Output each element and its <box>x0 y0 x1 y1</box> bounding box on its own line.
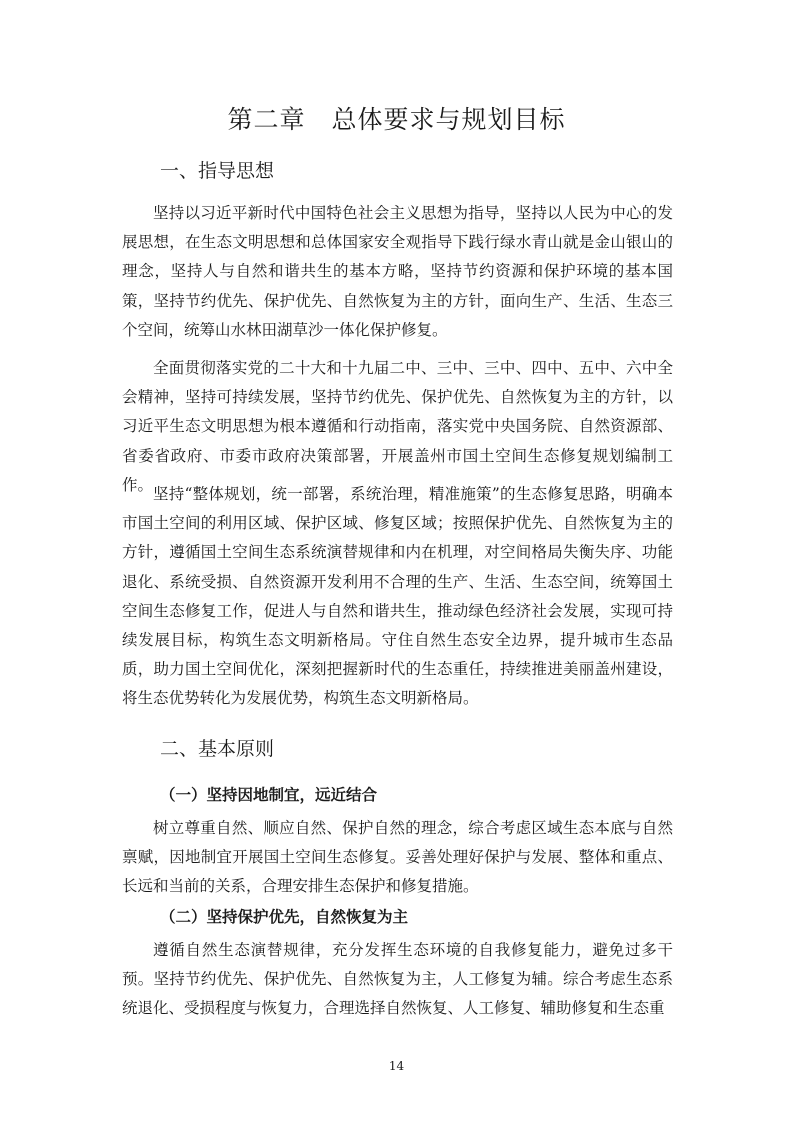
section-heading-basic-principles: 二、基本原则 <box>160 738 275 760</box>
paragraph: 全面贯彻落实党的二十大和十九届二中、三中、三中、四中、五中、六中全会精神，坚持可持续发展，坚持节约优先、保护优先、自然恢复为主的方针，以习近平生态文明思想为根本遵循和行动指南，落实党中央国务院、自然资源部、省委省政府、市委市政府决策部署，开展盖州市国土空间生态修复规划编制工作。 <box>122 359 673 494</box>
paragraph: 坚持以习近平新时代中国特色社会主义思想为指导，坚持以人民为中心的发展思想，在生态文明思想和总体国家安全观指导下践行绿水青山就是金山银山的理念，坚持人与自然和谐共生的基本方略，坚持节约资源和保护环境的基本国策，坚持节约优先、保护优先、自然恢复为主的方针，面向生产、生活、生态三个空间，统筹山水林田湖草沙一体化保护修复。 <box>122 204 673 339</box>
paragraph: 坚持“整体规划，统一部署，系统治理，精准施策”的生态修复思路，明确本市国土空间的利用区域、保护区域、修复区域；按照保护优先、自然恢复为主的方针，遵循国土空间生态系统演替规律和内在机理，对空间格局失衡失序、功能退化、系统受损、自然资源开发利用不合理的生产、生活、生态空间，统筹国土空间生态修复工作，促进人与自然和谐共生，推动绿色经济社会发展，实现可持续发展目标，构筑生态文明新格局。守住自然生态安全边界，提升城市生态品质，助力国土空间优化，深刻把握新时代的生态重任，持续推进美丽盖州建设，将生态优势转化为发展优势，构筑生态文明新格局。 <box>122 485 673 708</box>
paragraph: 树立尊重自然、顺应自然、保护自然的理念，综合考虑区域生态本底与自然禀赋，因地制宜开展国土空间生态修复。妥善处理好保护与发展、整体和重点、长远和当前的关系，合理安排生态保护和修复措施。 <box>122 819 673 896</box>
paragraph: 遵循自然生态演替规律，充分发挥生态环境的自我修复能力，避免过多干预。坚持节约优先、保护优先、自然恢复为主，人工修复为辅。综合考虑生态系统退化、受损程度与恢复力，合理选择自然恢复、人工修复、辅助修复和生态重 <box>122 941 673 1018</box>
chapter-title: 第二章 总体要求与规划目标 <box>227 105 566 134</box>
page-number: 14 <box>388 1059 405 1073</box>
section-heading-guiding-ideology: 一、指导思想 <box>160 160 275 182</box>
subsection-heading-local-conditions: （一）坚持因地制宜，远近结合 <box>160 786 378 804</box>
subsection-heading-protection-first: （二）坚持保护优先，自然恢复为主 <box>160 908 409 926</box>
